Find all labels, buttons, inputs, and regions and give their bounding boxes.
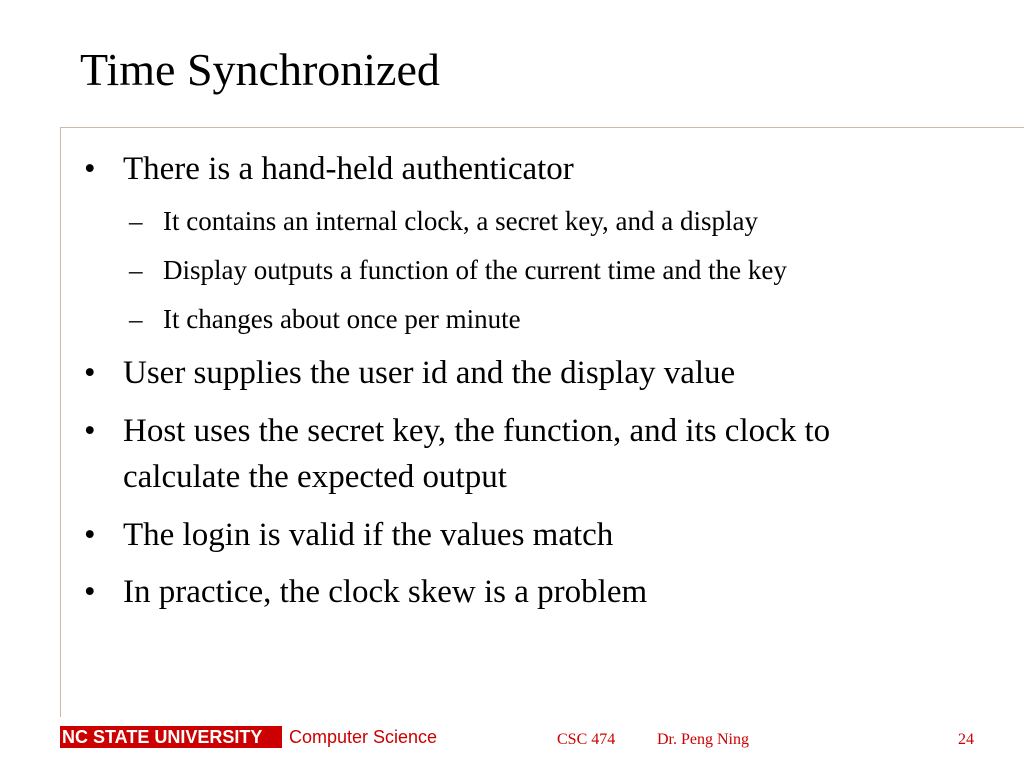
horizontal-rule xyxy=(60,127,1024,128)
bullet-text: The login is valid if the values match xyxy=(123,517,614,553)
page-number: 24 xyxy=(958,731,974,748)
bullet-mark: • xyxy=(84,413,96,449)
bullet-text: There is a hand-held authenticator xyxy=(123,151,574,187)
author-label: Dr. Peng Ning xyxy=(657,731,749,748)
sub-bullet-mark: – xyxy=(129,206,143,236)
department-label: Computer Science xyxy=(289,727,438,747)
bullet-text-line1: Host uses the secret key, the function, and its clock to xyxy=(123,413,831,449)
bullet-mark: • xyxy=(84,517,96,553)
slide-title: Time Synchronized xyxy=(80,44,440,95)
sub-bullet-text: Display outputs a function of the current time and the key xyxy=(163,255,787,285)
sub-bullet-text: It contains an internal clock, a secret key, and a display xyxy=(163,206,759,236)
vertical-rule xyxy=(60,127,61,717)
bullet-mark: • xyxy=(84,574,96,610)
bullet-mark: • xyxy=(84,355,96,391)
bullet-mark: • xyxy=(84,151,96,187)
university-logo: NC STATE UNIVERSITY xyxy=(60,726,282,748)
sub-bullet-mark: – xyxy=(129,255,143,285)
bullet-text: In practice, the clock skew is a problem xyxy=(123,574,648,610)
course-label: CSC 474 xyxy=(557,731,616,748)
sub-bullet-text: It changes about once per minute xyxy=(163,304,521,334)
bullet-text: User supplies the user id and the display value xyxy=(123,355,736,391)
bullet-text-line2: calculate the expected output xyxy=(123,459,507,495)
sub-bullet-mark: – xyxy=(129,304,143,334)
